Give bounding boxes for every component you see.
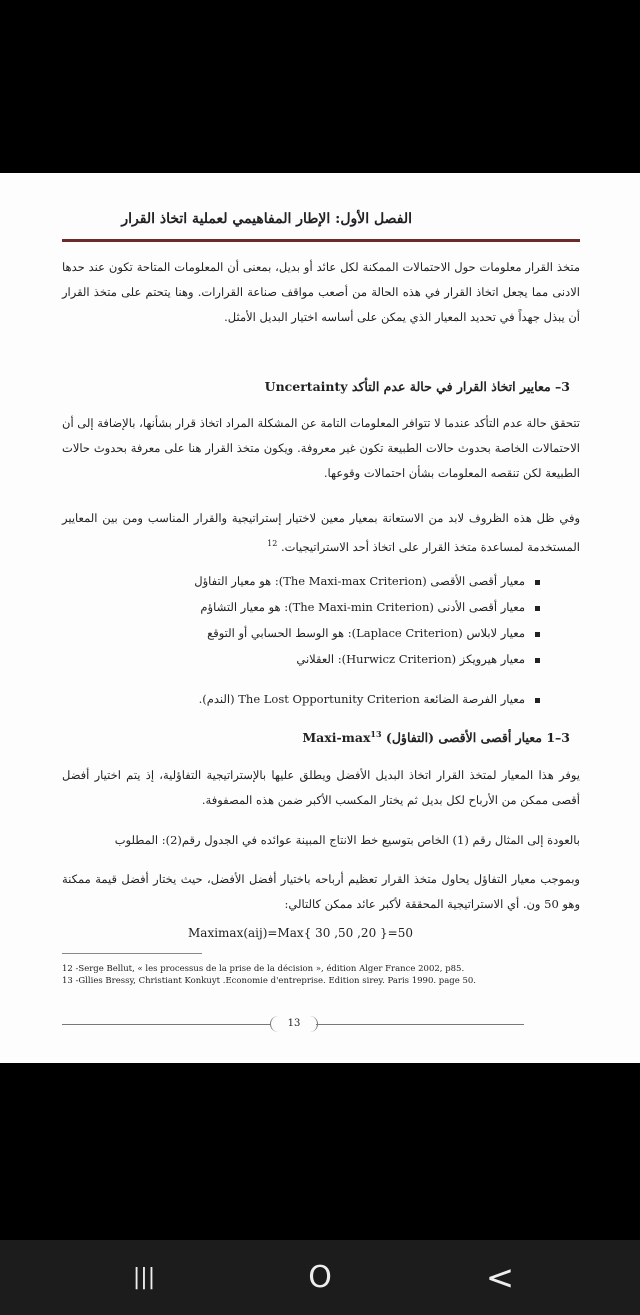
footnote-13: 13 -Gllies Bressy, Christiant Konkuyt .Economie d'entreprise. Edition sirey. Paris 1990. page 50. <box>62 976 476 986</box>
footnote-divider <box>62 953 202 954</box>
page-number-rule-left <box>62 1024 270 1025</box>
criterion-item: معيار هيرويكز (Hurwicz Criterion): العقلاني <box>296 651 540 667</box>
header-divider <box>62 239 580 242</box>
subsection-paragraph-2: بالعودة إلى المثال رقم (1) الخاص بتوسيع خط الانتاج المبينة عوائده في الجدول رقم(2): المطلوب <box>114 833 580 847</box>
bullet-icon <box>535 580 540 585</box>
bullet-icon <box>535 632 540 637</box>
footnote-ref-13: 13 <box>370 729 382 739</box>
section3-paragraph-1: تتحقق حالة عدم التأكد عندما لا تتوافر المعلومات التامة عن المشكلة المراد اتخاذ قرار بشأنها، بالإضافة إلى أن الاحتمالات الخاصة بحدوث حالات الطبيعة تكون غير معروفة. ويكون متخذ القرار هنا على معرفة بحدوث حالات الطبيعة لكن تنقصه المعلومات بشأن احتمالات وقوعها. <box>62 416 580 480</box>
page-header-title: الفصل الأول: الإطار المفاهيمي لعملية اتخاذ القرار <box>121 211 412 227</box>
section3-paragraph-2 <box>62 506 580 560</box>
system-navigation-bar <box>0 1240 640 1315</box>
subsection-heading: 3–1 معيار أقصى الأقصى (التفاؤل) Maxi-$\max^{13}$ <box>302 729 570 746</box>
criterion-item: معيار أقصى الأقصى (The Maxi-max Criterion): هو معيار التفاؤل <box>194 573 540 589</box>
section3-heading: 3– معايير اتخاذ القرار في حالة عدم التأكد Uncertainty <box>264 379 570 394</box>
subsection-paragraph-3: وبموجب معيار التفاؤل يحاول متخذ القرار تعظيم أرباحه باختيار أفضل الأفضل، حيث يختار أفضل قيمة ممكنة وهو 50 ون. أي الاستراتيجية المحققة لأكبر عائد ممكن كالتالي: <box>62 872 580 911</box>
footnote-ref-12: 12 <box>267 539 278 548</box>
document-page <box>0 173 640 1063</box>
criterion-item: معيار الفرصة الضائعة The Lost Opportunity Criterion (الندم). <box>199 691 540 707</box>
subsection-paragraph-1: يوفر هذا المعيار لمتخذ القرار اتخاذ البديل الأفضل ويطلق عليها بالإستراتيجية التفاؤلية، إذ يتم اختيار أفضل أقصى ممكن من الأرباح لكل بديل ثم يختار المكسب الأكبر ضمن هذه المصفوفة. <box>62 768 580 807</box>
criterion-item: معيار أقصى الأدنى (The Maxi-min Criterion): هو معيار التشاؤم <box>200 599 540 615</box>
footnote-12: 12 -Serge Bellut, « les processus de la prise de la décision », édition Alger France 2002, p85. <box>62 964 465 974</box>
section3-paragraph-2-text: وفي ظل هذه الظروف لابد من الاستعانة بمعيار معين لاختيار إستراتيجية والقرار المناسب ومن بين المعايير المستخدمة لمساعدة متخذ القرار على اتخاذ أحد الاستراتيجيات. <box>62 511 580 554</box>
maximax-equation: Maximax(aij)=Max{ 30 ,50 ,20 }=50 <box>188 926 413 940</box>
page-number: 13 <box>270 1016 318 1032</box>
intro-paragraph: متخذ القرار معلومات حول الاحتمالات الممكنة لكل عائد أو بديل، بمعنى أن المعلومات المتاحة تكون عند حدها الادنى مما يجعل اتخاذ القرار في هذه الحالة من أصعب مواقف صناعة القرارات. وهنا يتحتم على متخذ القرار أن يبذل جهداً في تحديد المعيار الذي يمكن على أساسه اختيار البديل الأمثل. <box>62 260 580 324</box>
page-number-rule-right <box>316 1024 524 1025</box>
back-icon[interactable]: < <box>485 1258 515 1298</box>
home-icon[interactable]: O <box>308 1260 332 1295</box>
bullet-icon <box>535 606 540 611</box>
criterion-item: معيار لابلاس (Laplace Criterion): هو الوسط الحسابي أو التوقع <box>207 625 540 641</box>
bullet-icon <box>535 698 540 703</box>
bullet-icon <box>535 658 540 663</box>
recent-apps-icon[interactable]: ||| <box>132 1265 156 1290</box>
